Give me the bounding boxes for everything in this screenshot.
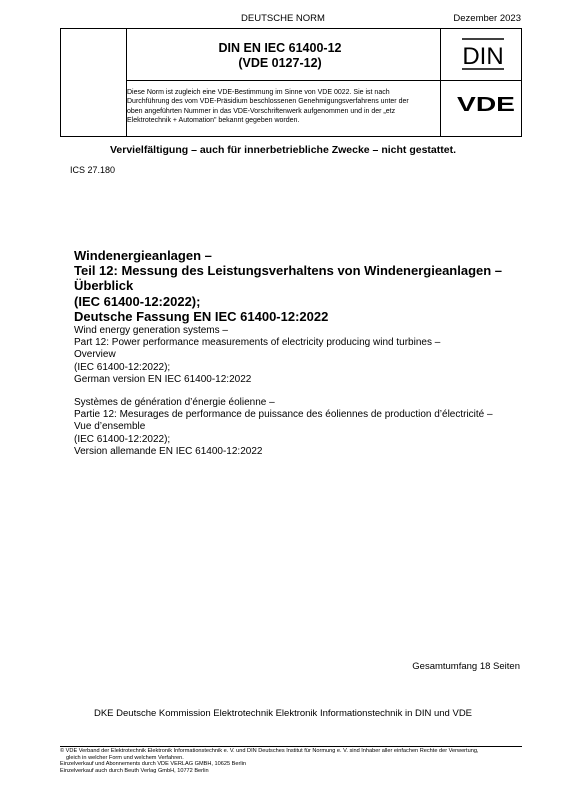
standard-number-line1: DIN EN IEC 61400-12 xyxy=(218,41,342,55)
vde-logo-text: VDE xyxy=(457,94,515,114)
footer-divider xyxy=(60,746,522,747)
publication-date: Dezember 2023 xyxy=(453,13,521,24)
german-title-line: Überblick xyxy=(74,278,134,294)
standard-number xyxy=(126,41,434,71)
box-divider-right xyxy=(440,29,441,136)
din-logo-text: DIN xyxy=(462,43,504,70)
reproduction-notice: Vervielfältigung – auch für innerbetriebliche Zwecke – nicht gestattet. xyxy=(109,144,456,156)
german-title-line: Windenergieanlagen – xyxy=(74,248,212,263)
german-title-line: (IEC 61400-12:2022); xyxy=(74,293,201,309)
vde-description xyxy=(127,88,437,126)
vde-description-line: oben angeführten Nummer in das VDE-Vorschriftenwerk aufgenommen und in der „etz xyxy=(127,107,396,115)
english-title-line: Wind energy generation systems – xyxy=(74,325,228,336)
vde-description-line: Durchführung des vom VDE-Präsidium beschlossenen Genehmigungsverfahrens unter der xyxy=(127,98,409,106)
english-title xyxy=(74,325,440,386)
norm-type-label: DEUTSCHE NORM xyxy=(241,13,325,24)
footer-line: gleich in welcher Form und welchem Verfahren. xyxy=(66,754,184,761)
title-box xyxy=(60,28,522,137)
french-title xyxy=(74,397,493,458)
footer-line: Einzelverkauf auch durch Beuth Verlag GmbH, 10772 Berlin xyxy=(60,767,209,774)
french-title-line: Vue d’ensemble xyxy=(74,421,146,433)
vde-description-line: Elektrotechnik + Automation" bekannt gegeben worden. xyxy=(127,117,300,125)
english-title-line: German version EN IEC 61400-12:2022 xyxy=(74,373,252,385)
german-title-line: Teil 12: Messung des Leistungsverhaltens von Windenergieanlagen – xyxy=(74,263,503,279)
footer-line: Einzelverkauf und Abonnements durch VDE VERLAG GMBH, 10625 Berlin xyxy=(60,761,246,768)
din-logo xyxy=(460,37,506,71)
german-title-line: Deutsche Fassung EN IEC 61400-12:2022 xyxy=(74,308,329,324)
box-divider-middle xyxy=(126,80,522,81)
standard-number-line2: (VDE 0127-12) xyxy=(238,56,322,70)
french-title-line: (IEC 61400-12:2022); xyxy=(74,433,171,445)
footer-line: © VDE Verband der Elektrotechnik Elektronik Informationstechnik e. V. und DIN Deutsches Institut für Normung e. V. sind Inhaber aller einfachen Rechte der Verwertung, xyxy=(60,748,479,754)
dke-line: DKE Deutsche Kommission Elektrotechnik Elektronik Informationstechnik in DIN und VDE xyxy=(93,708,473,719)
english-title-line: Part 12: Power performance measurements of electricity producing wind turbines – xyxy=(74,337,441,349)
vde-description-line: Diese Norm ist zugleich eine VDE-Bestimmung im Sinne von VDE 0022. Sie ist nach xyxy=(127,89,390,96)
english-title-line: Overview xyxy=(74,349,116,361)
ics-code: ICS 27.180 xyxy=(70,165,116,175)
french-title-line: Partie 12: Mesurages de performance de puissance des éoliennes de production d’électricité – xyxy=(74,409,493,421)
german-title xyxy=(74,248,502,324)
total-pages: Gesamtumfang 18 Seiten xyxy=(412,661,520,672)
french-title-line: Systèmes de génération d’énergie éolienne – xyxy=(74,397,275,408)
french-title-line: Version allemande EN IEC 61400-12:2022 xyxy=(74,445,263,457)
vde-logo xyxy=(456,94,516,114)
english-title-line: (IEC 61400-12:2022); xyxy=(74,361,171,373)
copyright-footer xyxy=(60,748,530,774)
